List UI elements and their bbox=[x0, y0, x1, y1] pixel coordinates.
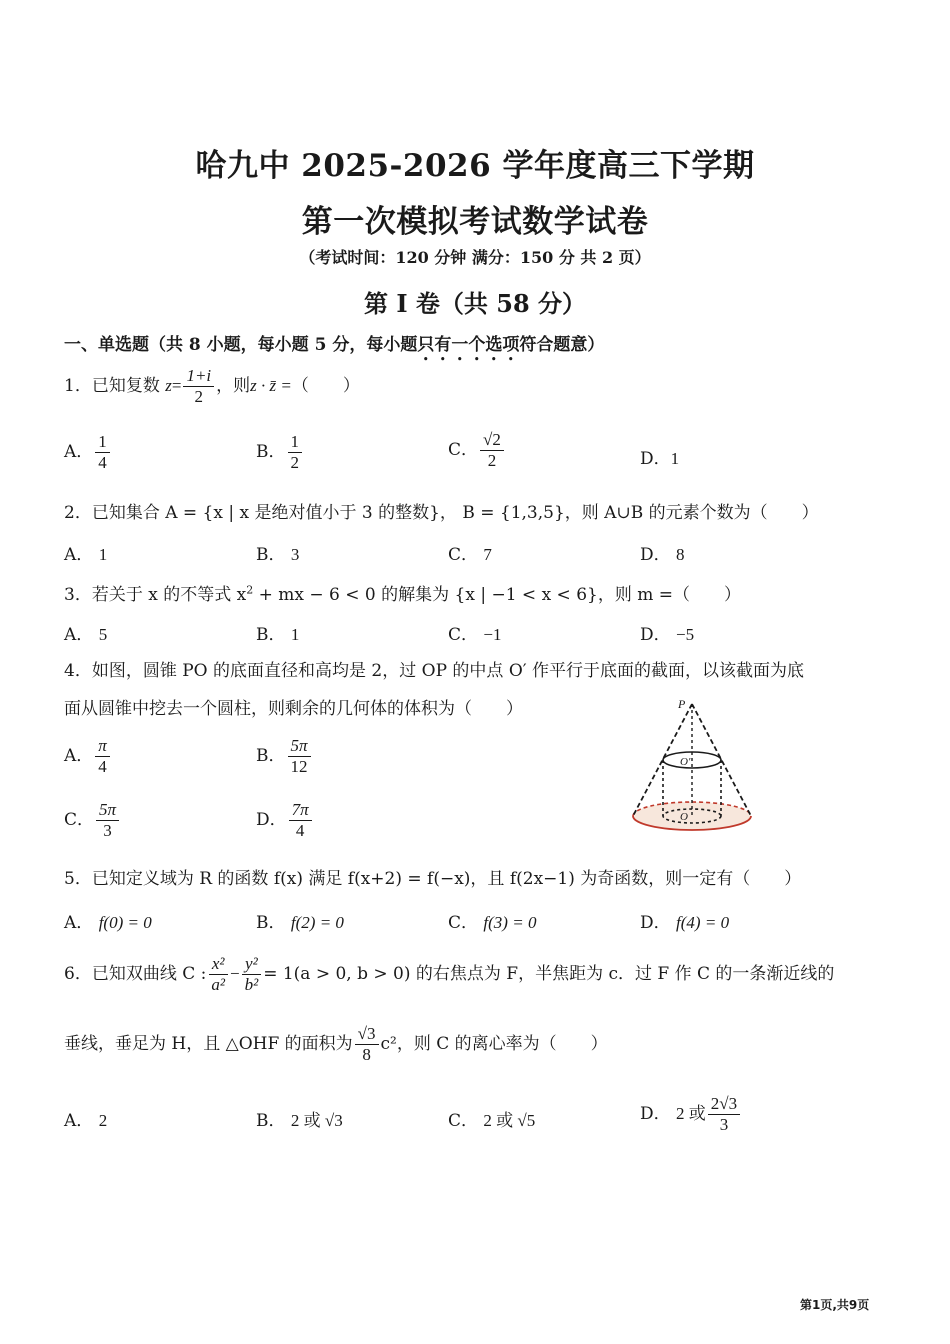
q4-line1: 如图，圆锥 PO 的底面直径和高均是 2，过 OP 的中点 O′ 作平行于底面的截面，以该截面为底 bbox=[91, 661, 805, 681]
q1-option-a-num: 1 bbox=[95, 432, 110, 453]
exam-title-line1: 哈九中 2025-2026 学年度高三下学期 bbox=[195, 148, 755, 184]
q2-option-a-label: A． bbox=[64, 545, 94, 565]
q2-option-a bbox=[64, 540, 107, 565]
q3-sup: 2 bbox=[246, 583, 254, 597]
question-6-line2 bbox=[64, 1024, 608, 1065]
q1-option-b-label: B． bbox=[256, 442, 286, 462]
q6-f1-num: x² bbox=[209, 954, 228, 975]
question-4 bbox=[64, 656, 804, 681]
q2-option-b bbox=[256, 540, 299, 565]
section1-heading bbox=[64, 330, 604, 365]
q6-option-b-label: B． bbox=[256, 1111, 286, 1131]
q4-option-d-num: 7π bbox=[289, 800, 312, 821]
q1-option-b-den: 2 bbox=[290, 453, 299, 472]
q6-option-c-value: 2 或 √5 bbox=[483, 1111, 536, 1130]
q6-area-num: √3 bbox=[355, 1024, 379, 1045]
q3-option-a bbox=[64, 620, 107, 645]
q5-option-d-label: D． bbox=[640, 913, 671, 933]
q4-option-d-den: 4 bbox=[295, 821, 305, 840]
section1-heading-prefix: 一、单选题（共 8 小题，每小题 5 分，每小题 bbox=[64, 335, 418, 355]
q3-option-d-value: −5 bbox=[676, 625, 695, 644]
q6-option-c-label: C． bbox=[448, 1111, 479, 1131]
cone-figure bbox=[620, 694, 770, 842]
q5-text: 已知定义域为 R 的函数 f(x) 满足 f(x+2) = f(−x)，且 f(2x−1) 为奇函数，则一定有（ ） bbox=[91, 869, 802, 889]
q3-option-a-label: A． bbox=[64, 625, 94, 645]
q6-option-d-num: 2√3 bbox=[708, 1094, 740, 1115]
q5-option-c-label: C． bbox=[448, 913, 479, 933]
q3-text-b: + mx − 6 < 0 的解集为 {x | −1 < x < 6}，则 m =（ ） bbox=[253, 585, 742, 605]
section1-heading-emphasis: 只有一个选项 bbox=[417, 335, 520, 355]
q3-option-c-label: C． bbox=[448, 625, 479, 645]
q1-option-d-label: D． bbox=[640, 449, 671, 469]
q3-option-a-value: 5 bbox=[98, 625, 108, 644]
q6-f1-den: a² bbox=[211, 975, 225, 994]
q6-area-den: 8 bbox=[362, 1045, 371, 1064]
q6-option-d bbox=[640, 1094, 742, 1135]
question-3 bbox=[64, 580, 741, 605]
q4-option-a bbox=[64, 736, 112, 777]
q5-option-b-value: f(2) = 0 bbox=[290, 913, 344, 932]
q2-option-c-value: 7 bbox=[483, 545, 492, 564]
q1-option-c-num: √2 bbox=[480, 430, 504, 451]
q4-option-b-num: 5π bbox=[288, 736, 311, 757]
q6-option-a bbox=[64, 1106, 107, 1131]
q1-option-a bbox=[64, 432, 112, 473]
q2-option-d-value: 8 bbox=[676, 545, 685, 564]
q1-option-c-den: 2 bbox=[487, 451, 497, 470]
label-base: O bbox=[680, 811, 688, 823]
q5-option-a-value: f(0) = 0 bbox=[98, 913, 152, 932]
q1-paren: （ ） bbox=[291, 376, 360, 396]
q6-text-a: 已知双曲线 C : bbox=[91, 964, 207, 984]
q1-frac-num: 1+i bbox=[183, 366, 214, 387]
question-1 bbox=[64, 366, 360, 407]
q3-option-c-value: −1 bbox=[483, 625, 502, 644]
label-apex: P bbox=[678, 697, 686, 711]
q6-option-b-value: 2 或 √3 bbox=[290, 1111, 343, 1130]
q1-text2: ，则 bbox=[216, 376, 251, 396]
q1-option-a-den: 4 bbox=[98, 453, 107, 472]
q6-option-d-label: D． bbox=[640, 1104, 671, 1124]
q2-option-a-value: 1 bbox=[98, 545, 108, 564]
section1-heading-suffix: 符合题意） bbox=[519, 335, 605, 355]
q5-option-d bbox=[640, 908, 729, 933]
q1-option-b bbox=[256, 432, 304, 473]
q6-option-b bbox=[256, 1106, 343, 1131]
q2-number: 2． bbox=[64, 503, 92, 523]
q1-expr: z · z̄ = bbox=[250, 376, 292, 395]
q1-fraction bbox=[183, 366, 214, 407]
q4-option-c-label: C． bbox=[64, 810, 95, 830]
q1-option-c bbox=[448, 430, 506, 471]
label-mid: O′ bbox=[680, 756, 691, 768]
q3-option-c bbox=[448, 620, 502, 645]
q2-option-b-label: B． bbox=[256, 545, 286, 565]
q4-option-d bbox=[256, 800, 314, 841]
q1-option-d bbox=[640, 444, 679, 469]
exam-info: （考试时间：120 分钟 满分：150 分 共 2 页） bbox=[299, 248, 651, 267]
q2-option-b-value: 3 bbox=[290, 545, 300, 564]
q5-option-a-label: A． bbox=[64, 913, 94, 933]
q4-option-a-label: A． bbox=[64, 746, 94, 766]
q1-option-d-value: 1 bbox=[670, 449, 680, 468]
volume-title: 第 I 卷（共 58 分） bbox=[363, 289, 587, 318]
q6-number: 6． bbox=[64, 964, 92, 984]
q6-option-d-den: 3 bbox=[719, 1115, 729, 1134]
q4-option-b-label: B． bbox=[256, 746, 286, 766]
q1-frac-den: 2 bbox=[194, 387, 204, 406]
q5-option-c bbox=[448, 908, 536, 933]
q4-option-c-num: 5π bbox=[96, 800, 119, 821]
q5-option-a bbox=[64, 908, 152, 933]
q4-option-a-num: π bbox=[95, 736, 110, 757]
q1-number: 1． bbox=[64, 376, 92, 396]
q3-number: 3． bbox=[64, 585, 92, 605]
q3-option-d bbox=[640, 620, 694, 645]
q6-minus: − bbox=[229, 964, 240, 983]
q6-option-a-label: A． bbox=[64, 1111, 94, 1131]
page-number: 第1页,共9页 bbox=[800, 1298, 870, 1312]
q2-text: 已知集合 A = {x | x 是绝对值小于 3 的整数}， B = {1,3,5}，则 A∪B 的元素个数为（ ） bbox=[91, 503, 819, 523]
q1-option-a-label: A． bbox=[64, 442, 94, 462]
q2-option-d bbox=[640, 540, 685, 565]
q4-option-c bbox=[64, 800, 121, 841]
question-4-line2: 面从圆锥中挖去一个圆柱，则剩余的几何体的体积为（ ） bbox=[64, 699, 523, 719]
q1-z: z bbox=[165, 376, 172, 395]
q5-option-d-value: f(4) = 0 bbox=[676, 913, 730, 932]
q6-f2-den: b² bbox=[244, 975, 259, 994]
q5-option-b-label: B． bbox=[256, 913, 286, 933]
q1-option-b-num: 1 bbox=[288, 432, 303, 453]
q2-option-d-label: D． bbox=[640, 545, 671, 565]
q6-line2-a: 垂线，垂足为 H，且 △OHF 的面积为 bbox=[64, 1034, 353, 1054]
q4-option-b-den: 12 bbox=[290, 757, 308, 776]
exam-title-line2: 第一次模拟考试数学试卷 bbox=[301, 204, 649, 240]
q5-option-b bbox=[256, 908, 344, 933]
question-6 bbox=[64, 954, 834, 995]
q3-option-b bbox=[256, 620, 299, 645]
q6-option-a-value: 2 bbox=[98, 1111, 108, 1130]
q1-eq: = bbox=[171, 376, 182, 395]
q5-number: 5． bbox=[64, 869, 92, 889]
q6-option-d-pre: 2 或 bbox=[676, 1104, 706, 1123]
q6-f2-num: y² bbox=[242, 954, 261, 975]
q6-text-b: = 1(a > 0, b > 0) 的右焦点为 F，半焦距为 c．过 F 作 C 的一条渐近线的 bbox=[263, 964, 835, 984]
q6-option-c bbox=[448, 1106, 535, 1131]
q4-number: 4． bbox=[64, 661, 92, 681]
q5-option-c-value: f(3) = 0 bbox=[483, 913, 537, 932]
q4-option-b bbox=[256, 736, 313, 777]
q4-option-a-den: 4 bbox=[98, 757, 107, 776]
question-5 bbox=[64, 864, 801, 889]
q3-option-b-label: B． bbox=[256, 625, 286, 645]
q3-option-d-label: D． bbox=[640, 625, 671, 645]
q3-text-a: 若关于 x 的不等式 x bbox=[91, 585, 247, 605]
q2-option-c bbox=[448, 540, 492, 565]
q3-option-b-value: 1 bbox=[290, 625, 300, 644]
q1-option-c-label: C． bbox=[448, 440, 479, 460]
q1-text1: 已知复数 bbox=[91, 376, 160, 396]
q6-line2-b: c²，则 C 的离心率为（ ） bbox=[380, 1034, 608, 1054]
q4-option-d-label: D． bbox=[256, 810, 287, 830]
question-2 bbox=[64, 498, 819, 523]
q4-option-c-den: 3 bbox=[103, 821, 112, 840]
q2-option-c-label: C． bbox=[448, 545, 479, 565]
